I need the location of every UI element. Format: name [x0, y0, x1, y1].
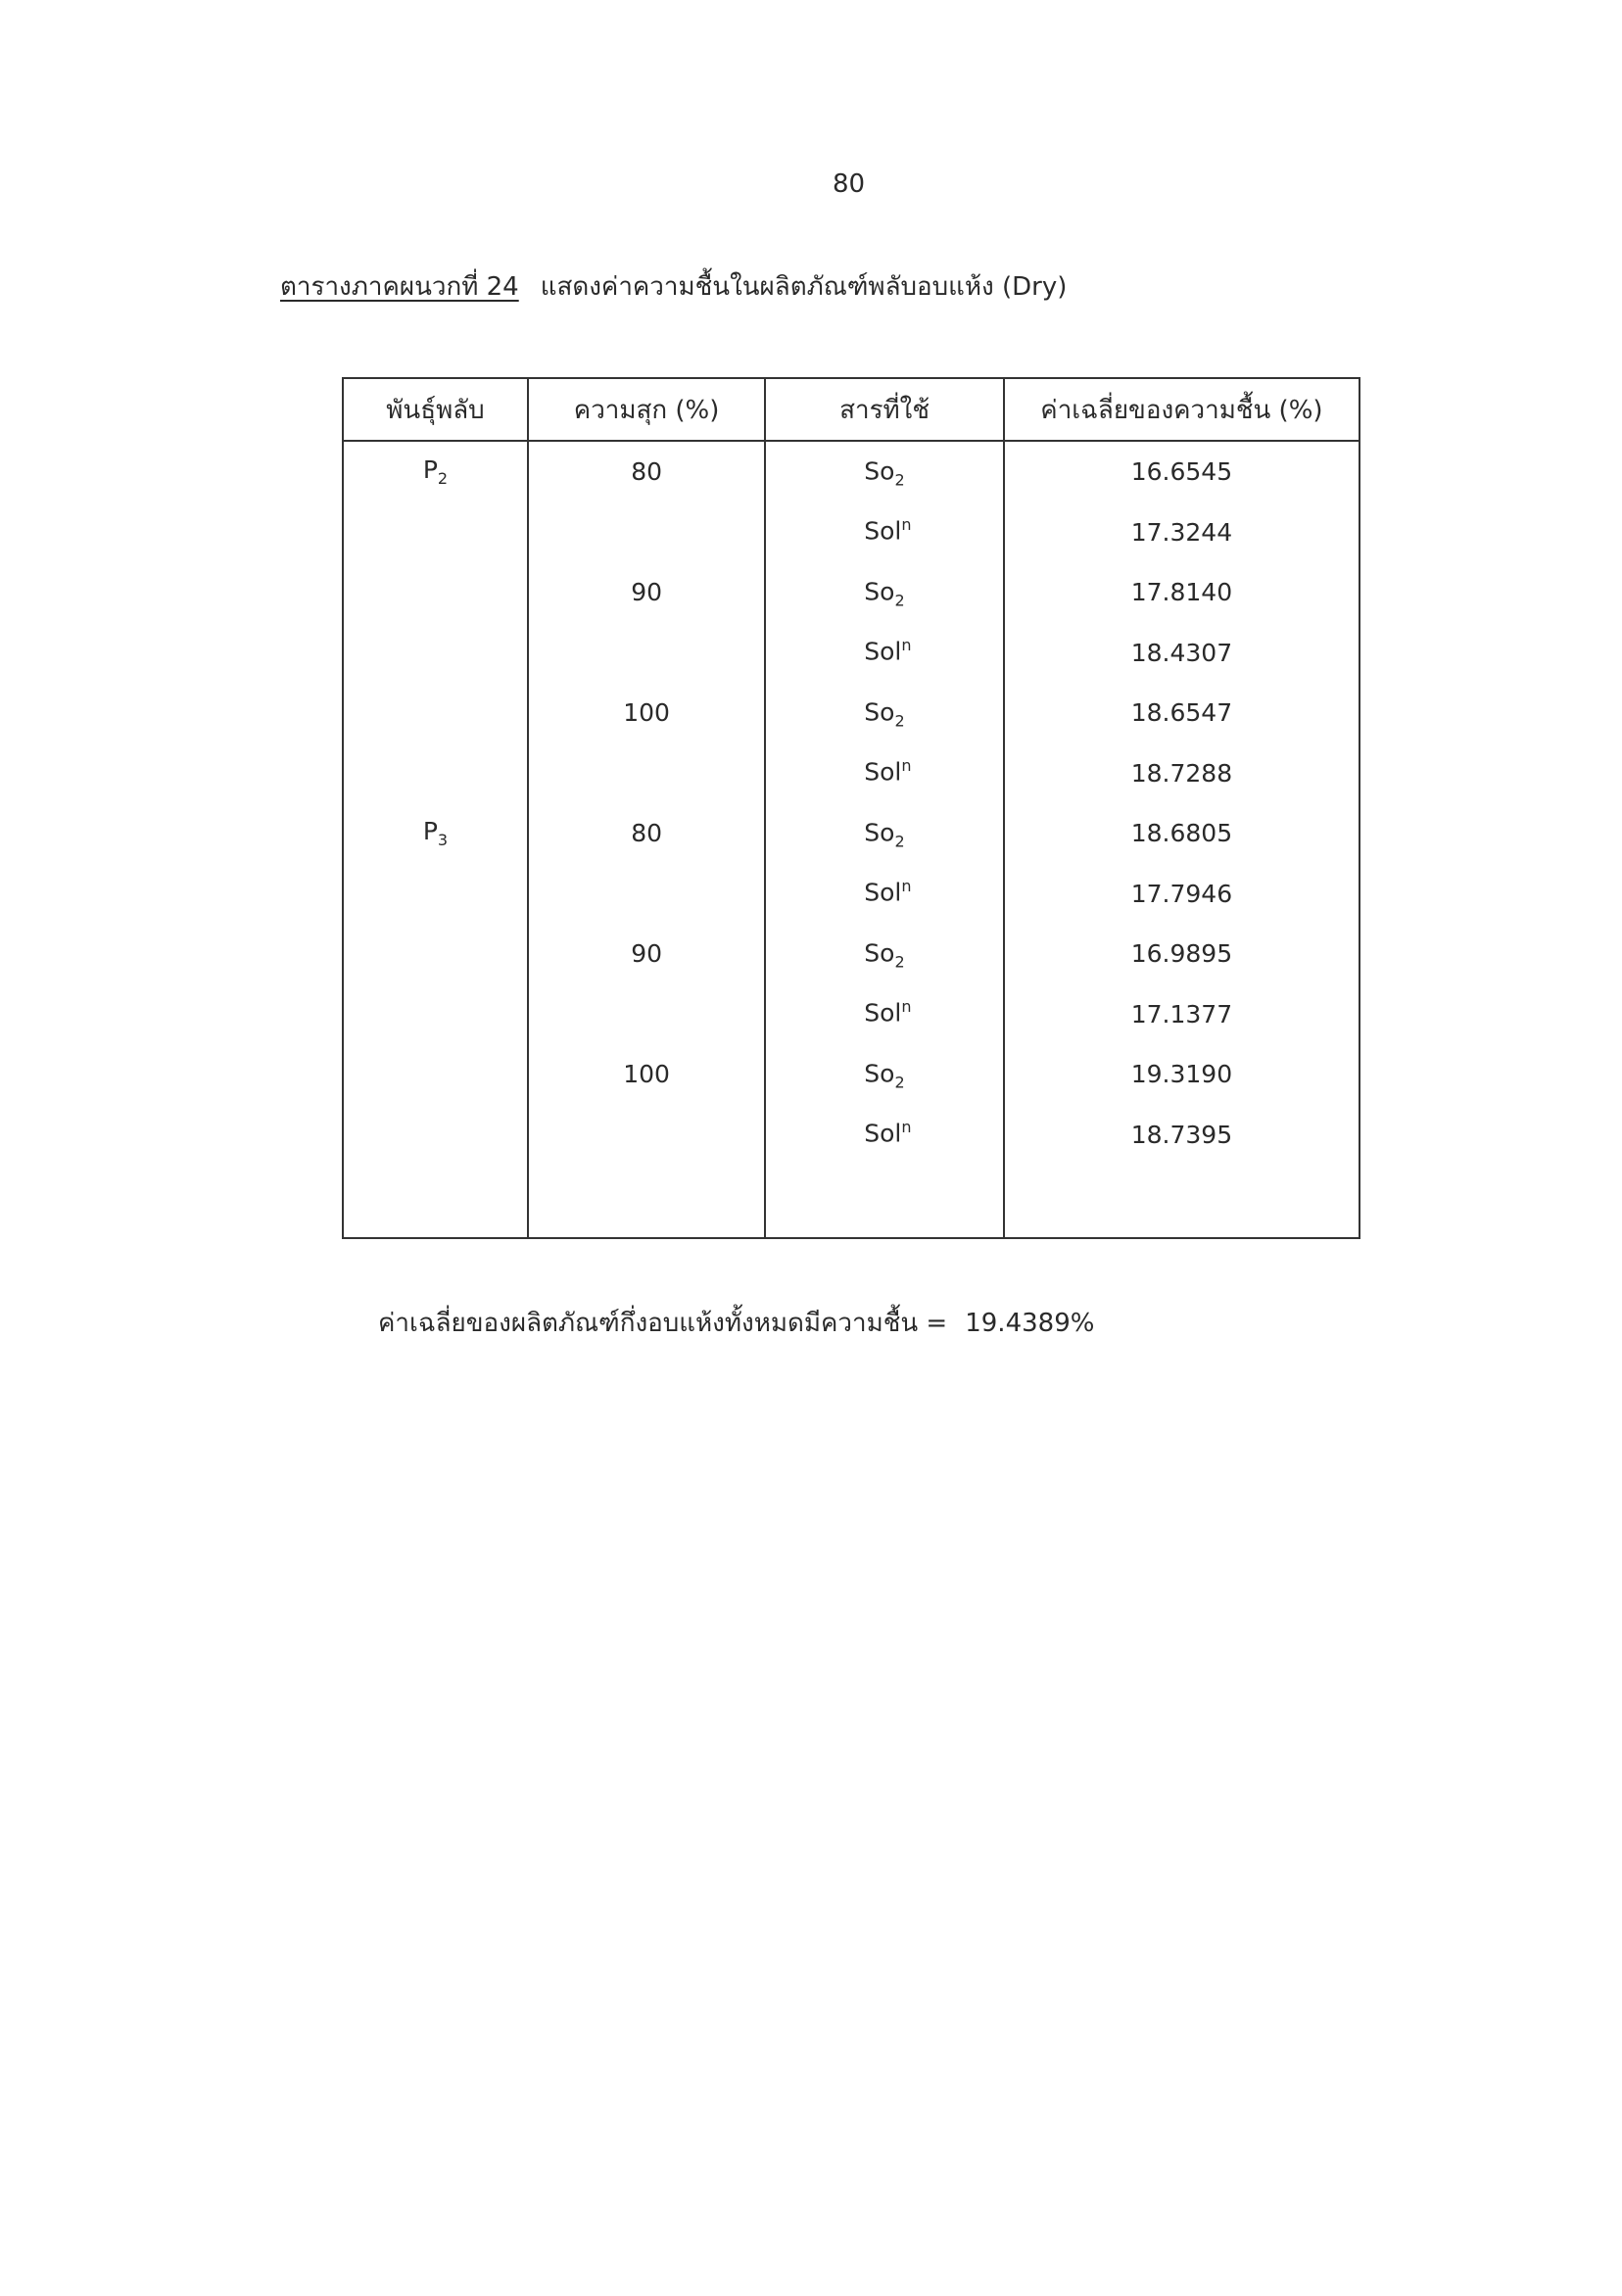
header-variety: พันธุ์พลับ [343, 378, 528, 441]
cell-moisture: 17.8140 [1004, 562, 1360, 623]
cell-moisture: 18.7288 [1004, 743, 1360, 804]
table-row [343, 864, 1360, 925]
cell-ripeness: 100 [528, 683, 765, 743]
cell-ripeness [528, 1105, 765, 1166]
cell-moisture: 19.3190 [1004, 1044, 1360, 1105]
cell-substance: Sol$^n$ [765, 984, 1004, 1045]
table-row [343, 683, 1360, 743]
caption-text: แสดงค่าความชื้นในผลิตภัณฑ์พลับอบแห้ง (Dry) [540, 272, 1068, 302]
cell-variety [343, 623, 528, 684]
cell-ripeness [528, 743, 765, 804]
cell-ripeness: 80 [528, 803, 765, 864]
cell-substance: $So_2$ [765, 1044, 1004, 1105]
cell-variety [343, 683, 528, 743]
cell-substance: $So_2$ [765, 441, 1004, 502]
table-spacer-row [343, 1165, 1360, 1238]
cell-ripeness: 80 [528, 441, 765, 502]
table-row [343, 1044, 1360, 1105]
cell-variety [343, 562, 528, 623]
table-caption [280, 266, 1067, 307]
cell-variety [343, 502, 528, 563]
summary-value: 19.4389% [965, 1309, 1095, 1338]
cell-substance: Sol$^n$ [765, 864, 1004, 925]
cell-moisture: 17.7946 [1004, 864, 1360, 925]
cell-variety [343, 1044, 528, 1105]
cell-variety [343, 1105, 528, 1166]
empty-cell [1004, 1165, 1360, 1238]
cell-variety: $P_2$ [343, 441, 528, 502]
cell-substance: $So_2$ [765, 803, 1004, 864]
cell-ripeness [528, 864, 765, 925]
header-substance: สารที่ใช้ [765, 378, 1004, 441]
table-row [343, 803, 1360, 864]
cell-variety: $P_3$ [343, 803, 528, 864]
cell-moisture: 18.6805 [1004, 803, 1360, 864]
cell-ripeness [528, 984, 765, 1045]
cell-moisture: 16.9895 [1004, 924, 1360, 984]
cell-variety [343, 984, 528, 1045]
summary-line [378, 1303, 1094, 1343]
cell-substance: Sol$^n$ [765, 623, 1004, 684]
cell-moisture: 18.6547 [1004, 683, 1360, 743]
cell-moisture: 17.1377 [1004, 984, 1360, 1045]
cell-variety [343, 743, 528, 804]
cell-ripeness [528, 502, 765, 563]
cell-moisture: 16.6545 [1004, 441, 1360, 502]
cell-substance: Sol$^n$ [765, 502, 1004, 563]
cell-substance: $So_2$ [765, 562, 1004, 623]
moisture-table [342, 377, 1360, 1239]
empty-cell [343, 1165, 528, 1238]
cell-ripeness: 90 [528, 924, 765, 984]
table-row [343, 502, 1360, 563]
cell-ripeness: 100 [528, 1044, 765, 1105]
cell-moisture: 18.4307 [1004, 623, 1360, 684]
caption-label: ตารางภาคผนวกที่ 24 [280, 272, 519, 302]
cell-substance: Sol$^n$ [765, 743, 1004, 804]
table-row [343, 562, 1360, 623]
cell-ripeness: 90 [528, 562, 765, 623]
cell-substance: $So_2$ [765, 683, 1004, 743]
table-header-row [343, 378, 1360, 441]
cell-moisture: 18.7395 [1004, 1105, 1360, 1166]
table-row [343, 984, 1360, 1045]
cell-variety [343, 864, 528, 925]
header-moisture: ค่าเฉลี่ยของความชื้น (%) [1004, 378, 1360, 441]
table-body [343, 441, 1360, 1238]
table-row [343, 1105, 1360, 1166]
table-row [343, 441, 1360, 502]
cell-variety [343, 924, 528, 984]
table-row [343, 743, 1360, 804]
table-row [343, 623, 1360, 684]
cell-moisture: 17.3244 [1004, 502, 1360, 563]
summary-text: ค่าเฉลี่ยของผลิตภัณฑ์กึ่งอบแห้งทั้งหมดมีความชื้น = [378, 1309, 948, 1338]
table-row [343, 924, 1360, 984]
empty-cell [528, 1165, 765, 1238]
cell-ripeness [528, 623, 765, 684]
header-ripeness: ความสุก (%) [528, 378, 765, 441]
page-number: 80 [833, 169, 866, 199]
cell-substance: $So_2$ [765, 924, 1004, 984]
empty-cell [765, 1165, 1004, 1238]
cell-substance: Sol$^n$ [765, 1105, 1004, 1166]
